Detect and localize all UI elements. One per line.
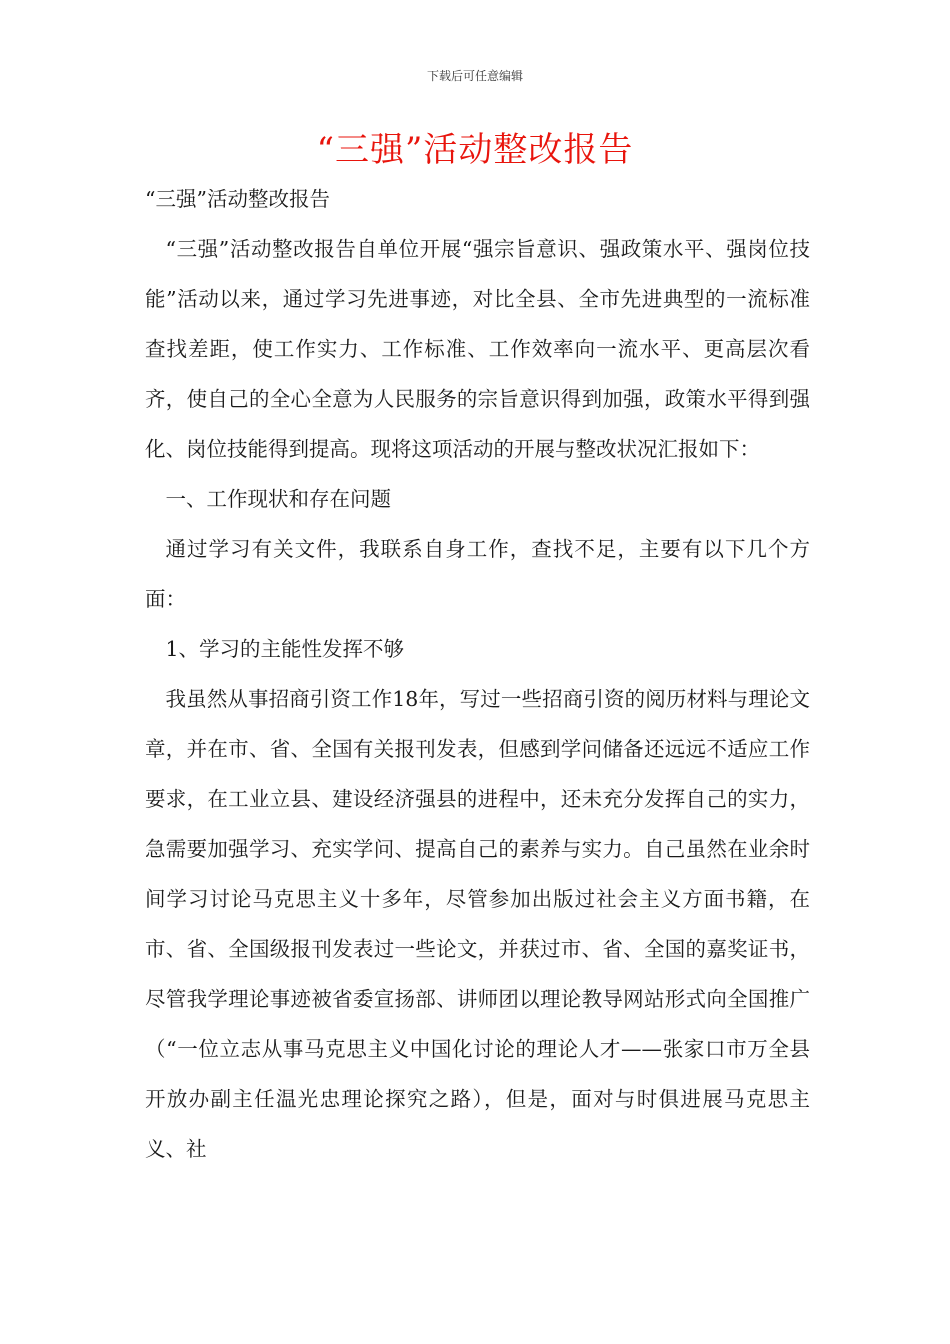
page-header-note: 下载后可任意编辑 (426, 69, 523, 83)
paragraph-subtitle: “三强”活动整改报告 (145, 187, 330, 211)
paragraph-body: 我虽然从事招商引资工作18年，写过一些招商引资的阅历材料与理论文章，并在市、省、全国有关报刊发表，但感到学问储备还远远不适应工作要求，在工业立县、建设经济强县的进程中，还未充分发挥自己的实力，急需要加强学习、充实学问、提高自己的素养与实力。自己虽然在业余时间学习讨论马克思主义十多年，尽管参加出版过社会主义方面书籍，在市、省、全国级报刊发表过一些论文，并获过市、省、全国的嘉奖证书，尽管我学理论事迹被省委宣扬部、讲师团以理论教导网站形式向全国推广（“一位立志从事马克思主义中国化讨论的理论人才——张家口市万全县开放办副主任温光忠理论探究之路），但是，面对与时俱进展马克思主义、社 (145, 687, 810, 1161)
paragraph-intro: “三强”活动整改报告自单位开展“强宗旨意识、强政策水平、强岗位技能”活动以来，通过学习先进事迹，对比全县、全市先进典型的一流标准查找差距，使工作实力、工作标准、工作效率向一流水平、更高层次看齐，使自己的全心全意为人民服务的宗旨意识得到加强，政策水平得到强化、岗位技能得到提高。现将这项活动的开展与整改状况汇报如下： (145, 237, 810, 461)
paragraph-section-intro: 通过学习有关文件，我联系自身工作，查找不足，主要有以下几个方面： (145, 537, 810, 611)
document-title: “三强”活动整改报告 (316, 130, 634, 170)
section-heading: 一、工作现状和存在问题 (165, 487, 391, 511)
document-body (145, 174, 810, 1174)
subsection-heading: 1、学习的主能性发挥不够 (165, 637, 405, 661)
